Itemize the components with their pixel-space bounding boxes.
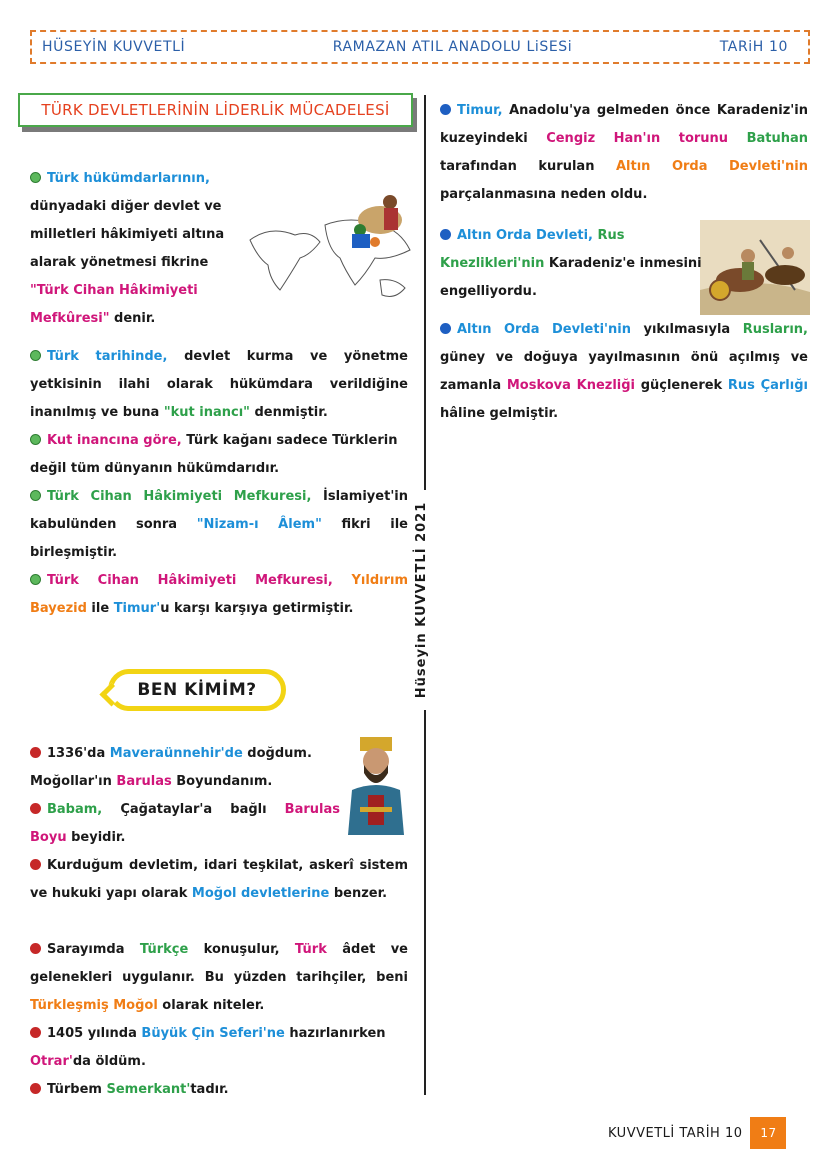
paragraph-nizam: Türk Cihan Hâkimiyeti Mefkuresi, İslamiyet'in kabulünden sonra "Nizam-ı Âlem" fikri ile birleşmiştir. [30, 489, 409, 560]
bullet-icon [440, 104, 451, 115]
footer-label: KUVVETLİ TARİH 10 [608, 1125, 743, 1141]
page-footer [608, 1117, 786, 1149]
who-item-4: Sarayımda Türkçe konuşulur, Türk âdet ve gelenekleri uygulanır. Bu yüzden tarihçiler, beni Türkleşmiş Moğol olarak niteler. [30, 942, 409, 1013]
bullet-icon [30, 490, 41, 501]
section-title: TÜRK DEVLETLERİNİN LİDERLİK MÜCADELESİ [18, 93, 413, 127]
bullet-icon [440, 323, 451, 334]
who-item-6: Türbem Semerkant'tadır. [30, 1076, 408, 1104]
who-item-1: 1336'da Maveraünnehir'de doğdum. Moğollar'ın Barulas Boyundanım. [30, 746, 312, 789]
page-number: 17 [750, 1117, 786, 1149]
header-author: HÜSEYİN KUVVETLİ [42, 39, 186, 55]
who-item-5: 1405 yılında Büyük Çin Seferi'ne hazırlanırken Otrar'da öldüm. [30, 1026, 386, 1069]
world-map-illustration-icon [240, 180, 420, 320]
bullet-icon [30, 747, 41, 758]
page-header [30, 30, 810, 64]
bullet-icon [30, 943, 41, 954]
who-item-3: Kurduğum devletim, idari teşkilat, askerî sistem ve hukuki yapı olarak Moğol devletlerine benzer. [30, 858, 408, 901]
timur-portrait-icon [338, 735, 414, 835]
bullet-icon [30, 172, 41, 183]
bullet-icon [30, 574, 41, 585]
paragraph-kut: Türk tarihinde, devlet kurma ve yönetme yetkisinin ilahi olarak hükümdara verildiğine inanılmış ve buna "kut inancı" denmiştir. [30, 349, 408, 420]
right-paragraph-rus: Altın Orda Devleti'nin yıkılmasıyla Rusların, güney ve doğuya yayılmasının önü açılmış ve zamanla Moskova Knezliği güçlenerek Rus Çarlığı hâline gelmiştir. [440, 322, 808, 421]
bullet-icon [30, 350, 41, 361]
header-school: RAMAZAN ATIL ANADOLU LiSESi [332, 39, 573, 55]
right-paragraph-altin-orda: Altın Orda Devleti, Rus Knezlikleri'nin Karadeniz'e inmesini engelliyordu. [440, 228, 702, 299]
bullet-icon [30, 859, 41, 870]
bullet-icon [30, 803, 41, 814]
bullet-icon [30, 1027, 41, 1038]
who-item-2: Babam, Çağataylar'a bağlı Barulas Boyu beyidir. [30, 802, 340, 845]
right-paragraph-timur: Timur, Anadolu'ya gelmeden önce Karadeniz'in kuzeyindeki Cengiz Han'ın torunu Batuhan tarafından kurulan Altın Orda Devleti'nin parçalanmasına neden oldu. [440, 103, 808, 202]
ben-kimim-bubble: BEN KİMİM? [108, 669, 286, 711]
paragraph-bayezid: Türk Cihan Hâkimiyeti Mefkuresi, Yıldırım Bayezid ile Timur'u karşı karşıya getirmiştir. [30, 573, 409, 616]
bullet-icon [440, 229, 451, 240]
bullet-icon [30, 434, 41, 445]
bullet-icon [30, 1083, 41, 1094]
paragraph-kut-inanci: Kut inancına göre, Türk kağanı sadece Türklerin değil tüm dünyanın hükümdarıdır. [30, 433, 398, 476]
header-subject: TARiH 10 [719, 39, 788, 55]
vertical-caption: Hüseyin KUVVETLİ 2021 [414, 490, 436, 710]
intro-paragraph: Türk hükümdarlarının, dünyadaki diğer devlet ve milletleri hâkimiyeti altına alarak yönetmesi fikrine "Türk Cihan Hâkimiyeti Mefkûresi" denir. [30, 171, 225, 326]
battle-scene-illustration-icon [700, 220, 810, 315]
